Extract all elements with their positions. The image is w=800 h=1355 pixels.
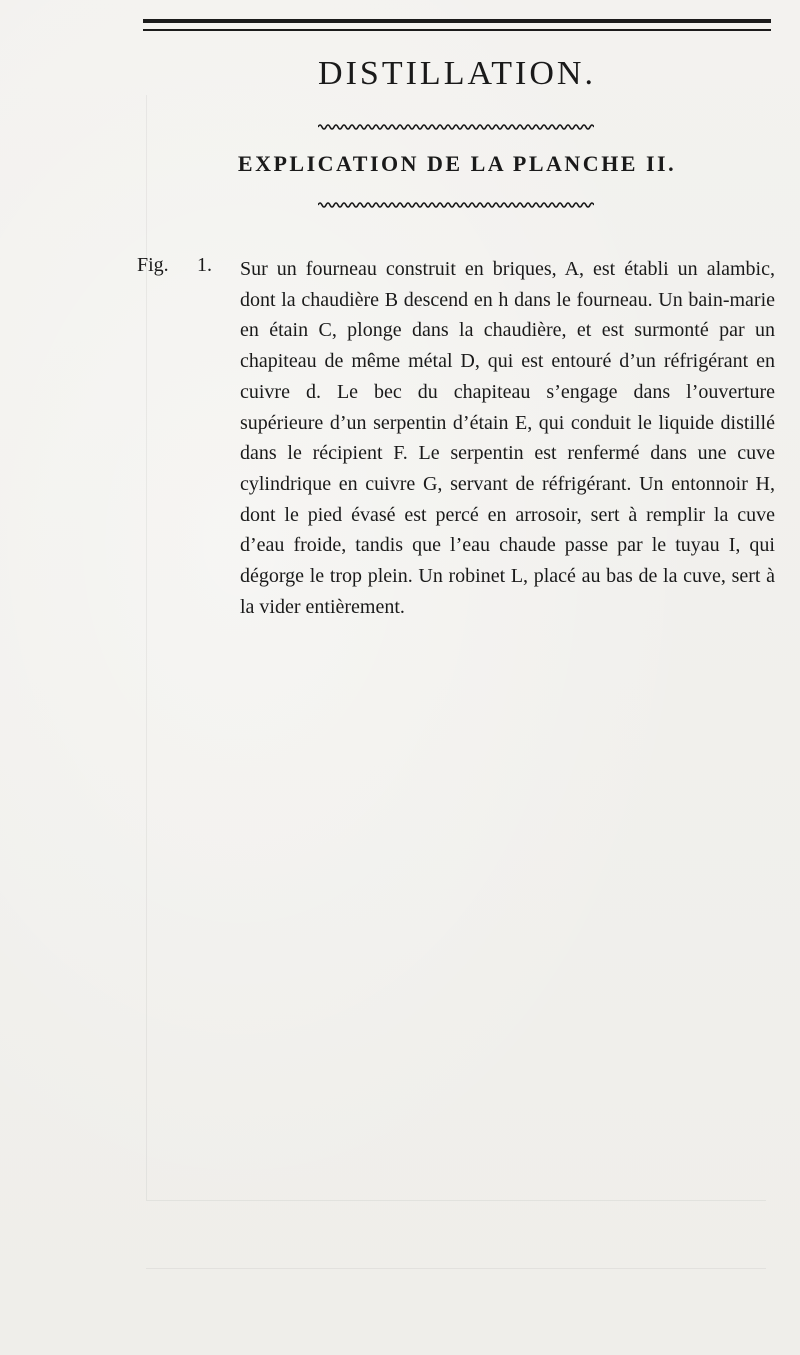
figure-description: Sur un fourneau construit en briques, A, est établi un alambic, dont la chaudière B descend en h dans le fourneau. Un bain-marie en étain C, plonge dans la chaudière, et est surmonté par un chapiteau de même métal D, qui est entouré d’un réfrigérant en cuivre d. Le bec du chapiteau s’engage dans l’ouverture supérieure d’un serpentin d’étain E, qui conduit le liquide distillé dans le récipient F. Le serpentin est renfermé dans une cuve cylindrique en cuivre G, servant de réfrigérant. Un entonnoir H, dont le pied évasé est percé en arrosoir, sert à remplir la cuve d’eau froide, tandis que l’eau chaude passe par le tuyau I, qui dégorge le trop plein. Un robinet L, placé au bas de la cuve, sert à la vider entièrement. <box>240 258 775 618</box>
show-through-mark <box>146 1200 766 1201</box>
figure-number: 1. <box>197 254 212 276</box>
page-title: DISTILLATION. <box>318 55 596 92</box>
ornament-wave-rule <box>318 200 594 210</box>
header-rule-thin <box>143 29 771 31</box>
figure-label: Fig. <box>137 254 169 276</box>
plate-explanation-heading: EXPLICATION DE LA PLANCHE II. <box>237 151 677 176</box>
header-rule-thick <box>143 19 771 23</box>
ornament-wave-rule <box>318 122 594 132</box>
show-through-mark <box>146 1268 766 1269</box>
